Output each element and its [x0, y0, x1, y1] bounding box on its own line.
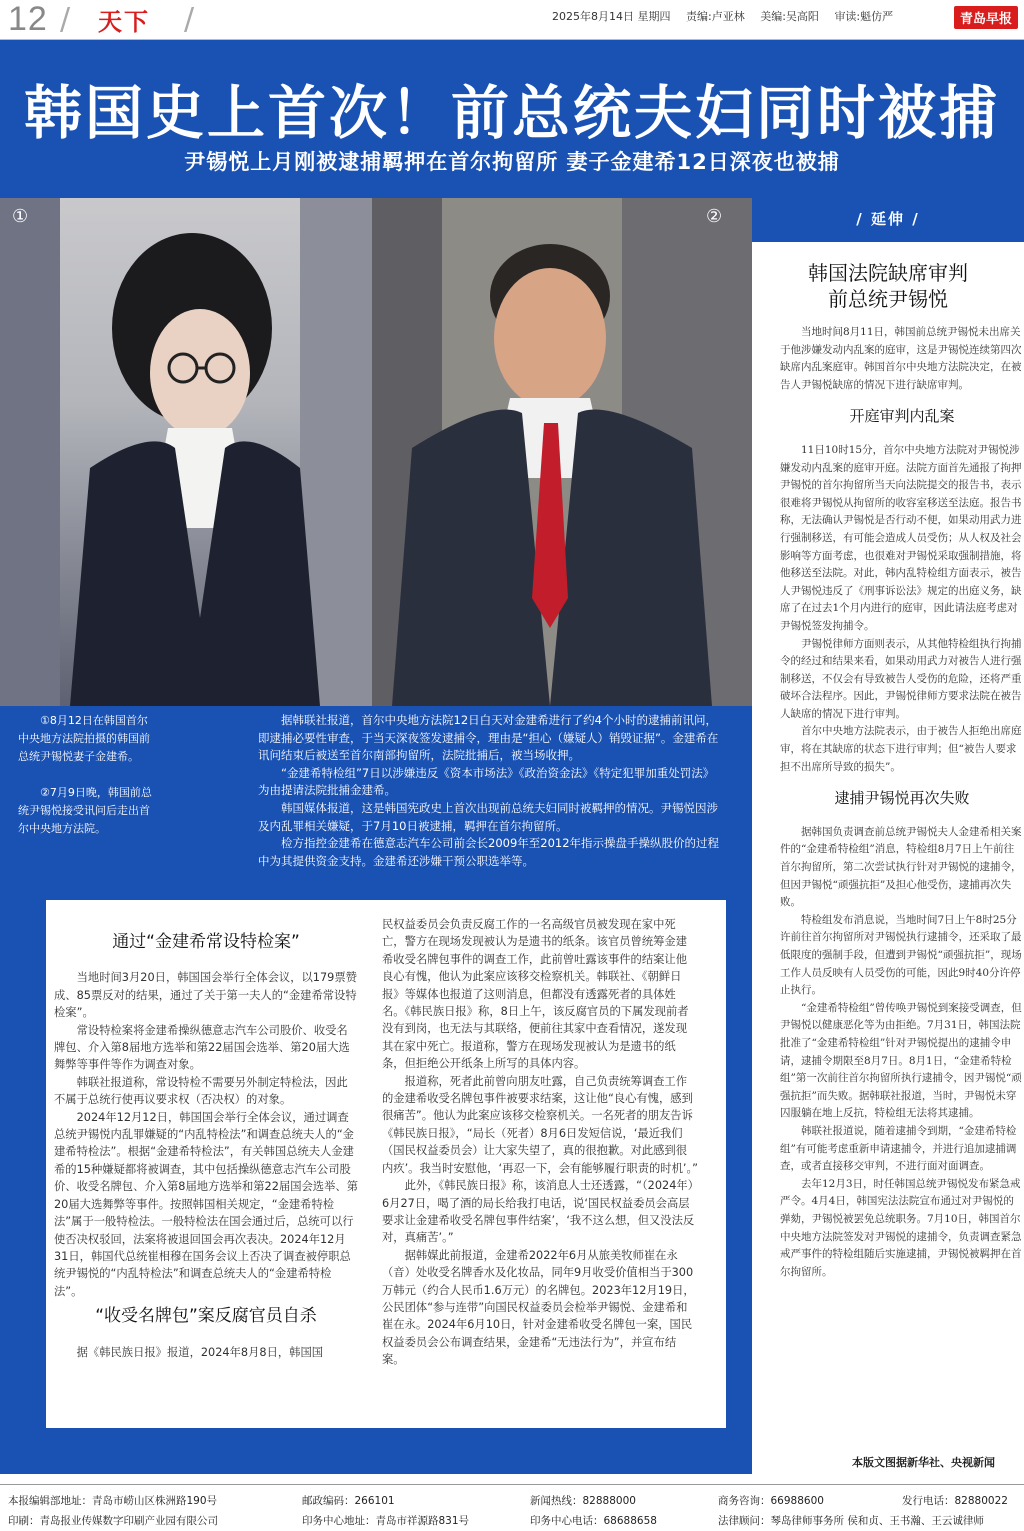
article-paragraph: 此外，《韩民族日报》称，该消息人士还透露，“（2024年）6月27日，喝了酒的局长给我打电话，说‘国民权益委员会高层要求让金建希收受名牌包事件结案’，‘我不这么想，但又没法反对，真痛苦’。” — [382, 1179, 695, 1245]
page-header — [0, 0, 1024, 40]
sidebar-paragraph: 首尔中央地方法院表示，由于被告人拒绝出席庭审，将在其缺席的状态下进行审判；但“被告人要求担不出席所导致的损失”。 — [780, 725, 1022, 773]
lead-paragraph: 韩国媒体报道，这是韩国宪政史上首次出现前总统夫妇同时被羁押的情况。尹锡悦因涉及内乱罪相关嫌疑，于7月10日被逮捕，羁押在首尔拘留所。 — [258, 800, 718, 833]
sidebar-tag-bar — [752, 198, 1024, 242]
article-paragraph: 2024年12月12日，韩国国会举行全体会议，通过调查总统尹锡悦内乱罪嫌疑的“内乱特检法”和调查总统夫人的“金建希特检法”。根据“金建希特检法”，有关韩国总统夫人金建希的15种嫌疑都将被调查，其中包括操纵德意志汽车公司股价、收受名牌包、介入第8届地方选举和第22届国会选举、第20届大选舞弊等事件。按照韩国相关规定，“金建希特检法”属于一般特检法。一般特检法在国会通过后，总统可以行使否决权驳回，法案将被退回国会再次表决。2024年12月31日，韩国代总统崔相穆在国务会议上否决了调查被停职总统尹锡悦的“内乱特检法”和调查总统夫人的“金建希特检法”。 — [54, 1110, 358, 1298]
footer-address: 本报编辑部地址：青岛市崂山区株洲路190号 — [8, 1495, 218, 1507]
article-paragraph: 常设特检案将金建希操纵德意志汽车公司股价、收受名牌包、介入第8届地方选举和第22届国会选举、第20届大选舞弊等事件等作为调查对象。 — [54, 1023, 350, 1072]
footer-printer: 印刷：青岛报业传媒数字印刷产业园有限公司 — [8, 1515, 218, 1527]
section-title: “收受名牌包”案反腐官员自杀 — [95, 1306, 317, 1327]
lead-paragraph: 据韩联社报道，首尔中央地方法院12日白天对金建希进行了约4个小时的逮捕前讯问，即逮捕必要性审查，于当天深夜签发逮捕令，理由是“担心（嫌疑人）销毁证据”。金建希在讯问结束后被送至首尔南部拘留所，法院批捕后，被当场收押。 — [258, 713, 719, 763]
article-paragraph: 据韩媒此前报道，金建希2022年6月从旅美牧师崔在永（音）处收受名牌香水及化妆品，同年9月收受价值相当于300万韩元（约合人民币1.6万元）的名牌包。2023年12月19日，公民团体“参与连带”向国民权益委员会检举尹锡悦、金建希和崔在永。2024年6月10日，针对金建希收受名牌包一案，国民权益委员会公布调查结果，金建希“无违法行为”，并宣布结案。 — [382, 1248, 695, 1367]
footer-print-address: 印务中心地址：青岛市祥源路831号 — [302, 1515, 470, 1527]
editor-credit: 责编:卢亚林 — [686, 10, 745, 23]
sidebar-title-line: 韩国法院缺席审判 — [808, 261, 968, 285]
page-footer — [0, 1484, 1024, 1531]
sidebar-paragraph: 去年12月3日，时任韩国总统尹锡悦发布紧急戒严令。4月4日，韩国宪法法院宣布通过对尹锡悦的弹劾，尹锡悦被罢免总统职务。7月10日，韩国首尔中央地方法院签发对尹锡悦的逮捕令，负责调查紧急戒严事件的特检组随后实施逮捕，尹锡悦被羁押在首尔拘留所。 — [780, 1177, 1022, 1278]
section-title: 通过“金建希常设特检案” — [112, 932, 300, 952]
lead-article — [258, 712, 724, 870]
sidebar-subtitle: 开庭审判内乱案 — [849, 407, 955, 426]
photo-captions — [18, 712, 158, 856]
sidebar-paragraph: 韩联社报道说，随着逮捕令到期，“金建希特检组”有可能考虑重新申请逮捕令，并进行追加逮捕调查，或者直接移交审判，不进行面对面调查。 — [780, 1124, 1017, 1173]
footer-legal: 法律顾问：琴岛律师事务所 侯和贞、王书瀚、王云诚律师 — [718, 1515, 984, 1527]
lead-paragraph: “金建希特检组”7日以涉嫌违反《资本市场法》《政治资金法》《特定犯罪加重处罚法》为由提请法院批捕金建希。 — [258, 765, 715, 798]
designer-credit: 美编:吴高阳 — [760, 10, 819, 23]
sidebar-article — [752, 198, 1024, 1474]
sidebar-tag: / 延伸 / — [856, 210, 920, 228]
sidebar-body — [780, 324, 1024, 1281]
page-number: 12 — [8, 0, 48, 38]
sidebar-paragraph: “金建希特检组”曾传唤尹锡悦到案接受调查，但尹锡悦以健康恶化等为由拒绝。7月31日，韩国法院批准了“金建希特检组”针对尹锡悦提出的逮捕令申请，逮捕令期限至8月7日。8月1日，“金建希特检组”第一次前往首尔拘留所执行逮捕令，因尹锡悦“顽强抗拒”而失败。据韩联社报道，当时，尹锡悦未穿囚服躺在地上反抗，特检组无法将其逮捕。 — [780, 1001, 1022, 1120]
headline-banner — [0, 40, 1024, 198]
header-divider: / — [184, 2, 195, 37]
sidebar-paragraph: 特检组发布消息说，当地时间7日上午8时25分许前往首尔拘留所对尹锡悦执行逮捕令，还采取了最低限度的强制手段，但遭到尹锡悦“顽强抗拒”，现场工作人员反映有人员受伤的可能，因此9时40分许停止执行。 — [780, 913, 1022, 997]
inner-column-right — [382, 916, 698, 1369]
newspaper-logo: 青岛早报 — [954, 6, 1018, 29]
caption-2: ②7月9日晚，韩国前总统尹锡悦接受讯问后走出首尔中央地方法院。 — [18, 786, 152, 835]
inner-article-box — [46, 900, 726, 1428]
photo-illustration — [0, 198, 372, 706]
photo-2-number: ② — [706, 206, 723, 227]
issue-date: 2025年8月14日 星期四 — [552, 10, 671, 23]
issue-meta — [552, 8, 905, 24]
sidebar-subtitle: 逮捕尹锡悦再次失败 — [834, 789, 970, 808]
photo-1-number: ① — [12, 206, 29, 227]
sidebar-title-line: 前总统尹锡悦 — [828, 287, 948, 311]
article-paragraph: 报道称，死者此前曾向朋友吐露，自己负责统筹调查工作的金建希收受名牌包事件被要求结案，这让他“良心有愧，感到很痛苦”。他认为此案应该移交检察机关。一名死者的朋友告诉《韩民族日报》，“局长（死者）8月6日发短信说，‘最近我们（国民权益委员会）让大家失望了，真的很抱歉。对此感到很内疚’。我当时安慰他，‘再忍一下，会有能够履行职责的时机’。” — [382, 1074, 698, 1175]
lead-paragraph: 检方指控金建希在德意志汽车公司前会长2009年至2012年指示操盘手操纵股价的过程中为其提供资金支持。金建希还涉嫌干预公职选举等。 — [258, 836, 720, 868]
subheadline: 尹锡悦上月刚被逮捕羁押在首尔拘留所 妻子金建希12日深夜也被捕 — [184, 150, 840, 174]
proofreader-credit: 审读:魁仿严 — [834, 10, 894, 23]
header-divider: / — [60, 2, 71, 37]
article-paragraph: 民权益委员会负责反腐工作的一名高级官员被发现在家中死亡，警方在现场发现被认为是遗书的纸条。该官员曾统筹金建希收受名牌包事件的调查工作，此前曾吐露该事件的结案让他良心有愧，他认为此案应该移交检察机关。韩联社、《朝鲜日报》等媒体也报道了这则消息，但都没有透露死者的具体姓名。《韩民族日报》称，8日上午，该反腐官员的下属发现前者没有到岗，也无法与其联络，便前往其家中查看情况，遂发现其在家中死亡。报道称，警方在现场发现被认为是遗书的纸条，但拒绝公开纸条上所写的具体内容。 — [382, 918, 689, 1071]
headline: 韩国史上首次！前总统夫妇同时被捕 — [23, 79, 1000, 147]
photo-credit: 本版文图据新华社、央视新闻 — [852, 1456, 995, 1469]
caption-1: ①8月12日在韩国首尔中央地方法院拍摄的韩国前总统尹锡悦妻子金建希。 — [18, 714, 150, 763]
photo-illustration — [372, 198, 752, 706]
sidebar-intro: 当地时间8月11日，韩国前总统尹锡悦未出席关于他涉嫌发动内乱案的庭审，这是尹锡悦连续第四次缺席内乱案庭审。韩国首尔中央地方法院决定，在被告人尹锡悦缺席的情况下进行缺席审判。 — [780, 326, 1022, 391]
footer-business: 商务咨询：66988600 — [718, 1495, 824, 1507]
photo-kim-keon-hee — [0, 198, 372, 706]
sidebar-title — [752, 260, 1024, 312]
footer-print-phone: 印务中心电话：68688658 — [530, 1515, 657, 1527]
footer-hotline: 新闻热线：82888000 — [530, 1495, 636, 1507]
article-paragraph: 韩联社报道称，常设特检不需要另外制定特检法，因此不属于总统行使再议要求权（否决权）的对象。 — [54, 1075, 348, 1107]
inner-column-left — [54, 926, 358, 1361]
article-paragraph: 当地时间3月20日，韩国国会举行全体会议，以179票赞成、85票反对的结果，通过了关于第一夫人的“金建希常设特检案”。 — [54, 971, 357, 1020]
article-paragraph: 据《韩民族日报》报道，2024年8月8日，韩国国 — [76, 1345, 324, 1359]
sidebar-paragraph: 11日10时15分，首尔中央地方法院对尹锡悦涉嫌发动内乱案的庭审开庭。法院方面首先通报了拘押尹锡悦的首尔拘留所当天向法院提交的报告书，表示很难将尹锡悦从拘留所的收容室移送至法庭。报告书称，无法确认尹锡悦是否行动不便，如果动用武力进行强制移送，有可能会造成人员受伤；从人权及社会影响等方面考虑，也很难对尹锡悦采取强制措施，将他移送至法院。对此，韩内乱特检组方面表示，被告人尹锡悦违反了《刑事诉讼法》规定的出庭义务，缺席了在过去1个月内进行的庭审，因此请法庭考虑对尹锡悦签发拘捕令。 — [780, 443, 1022, 632]
sidebar-paragraph: 据韩国负责调查前总统尹锡悦夫人金建希相关案件的“金建希特检组”消息，特检组8月7日上午前往首尔拘留所，第二次尝试执行针对尹锡悦的逮捕令，但因尹锡悦“顽强抗拒”及担心他受伤，逮捕再次失败。 — [780, 825, 1022, 909]
footer-distribution: 发行电话：82880022 — [902, 1495, 1008, 1507]
section-name: 天下 — [98, 8, 150, 36]
sidebar-paragraph: 尹锡悦律师方面则表示，从其他特检组执行拘捕令的经过和结果来看，如果动用武力对被告人进行强制移送，不仅会有导致被告人受伤的危险，还将严重破坏合法程序。因此，尹锡悦律师方要求法院在被告人缺席的情况下进行审判。 — [780, 637, 1022, 720]
footer-postcode: 邮政编码：266101 — [302, 1495, 395, 1507]
photo-yoon-suk-yeol — [372, 198, 752, 706]
